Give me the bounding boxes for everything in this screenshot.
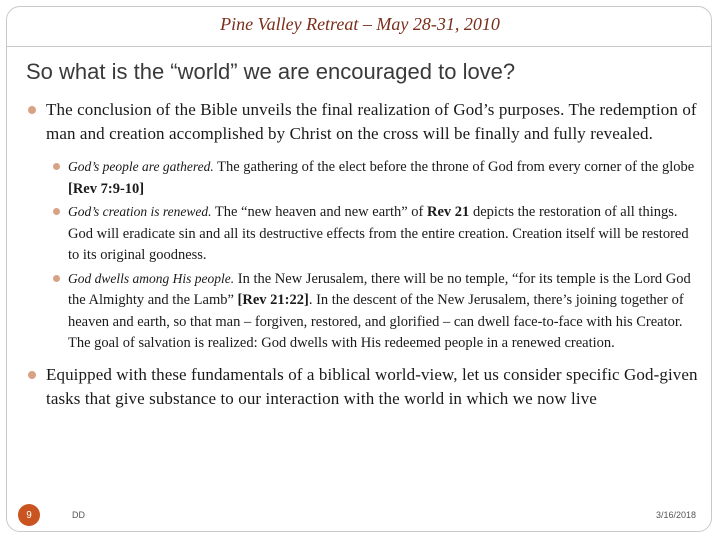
bullet-item xyxy=(46,363,706,411)
scripture-reference: [Rev 7:9-10] xyxy=(68,180,145,197)
slide-number-badge: 9 xyxy=(18,504,40,526)
sub-bullet-list xyxy=(0,156,720,355)
bullet-dot-icon xyxy=(28,371,36,379)
bullet-dot-icon xyxy=(28,106,36,114)
scripture-reference: [Rev 21:22] xyxy=(237,292,309,308)
bullet-item xyxy=(46,98,706,146)
sub-bullet-lead: God’s people are gathered. xyxy=(68,159,214,174)
sub-bullet-text: The “new heaven and new earth” of xyxy=(211,204,428,220)
sub-bullet-item xyxy=(68,156,700,200)
scripture-reference: Rev 21 xyxy=(427,204,470,220)
footer-date: 3/16/2018 xyxy=(655,510,696,520)
sub-bullet-text-continued: depicts the restoration of all things. God will eradicate sin and all its destructive effects from the entire creation. Creation itself will be restored to its original goodness. xyxy=(68,204,689,263)
footer-author: DD xyxy=(72,510,85,520)
sub-bullet-lead: God’s creation is renewed. xyxy=(68,204,212,219)
sub-bullet-text-continued: . In the descent of the New Jerusalem, there’s joining together of heaven and earth, so that man – forgiven, restored, and glorified – can dwell face-to-face with his Creator. The goal of salvation is realized: God dwells with His redeemed people in a renewed creation. xyxy=(68,292,684,351)
sub-bullet-item xyxy=(68,201,700,267)
sub-bullet-lead: God dwells among His people. xyxy=(68,270,235,286)
sub-bullet-text: In the New Jerusalem, there will be no temple, “for its temple is the Lord God the Almighty and the Lamb” xyxy=(68,270,691,308)
slide-header: Pine Valley Retreat – May 28-31, 2010 xyxy=(220,14,500,34)
sub-bullet-text: The gathering of the elect before the throne of God from every corner of the globe xyxy=(213,159,695,175)
sub-bullet-item xyxy=(68,268,700,355)
sub-bullet-dot-icon xyxy=(53,163,60,170)
sub-bullet-dot-icon xyxy=(53,275,60,282)
slide-body xyxy=(0,98,720,411)
slide-title: So what is the “world” we are encouraged to love? xyxy=(26,59,516,84)
header-divider xyxy=(6,46,712,47)
sub-bullet-dot-icon xyxy=(53,208,60,215)
bullet-text: The conclusion of the Bible unveils the final realization of God’s purposes. The redemption of man and creation accomplished by Christ on the cross will be finally and fully revealed. xyxy=(46,100,697,143)
bullet-text: Equipped with these fundamentals of a biblical world-view, let us consider specific God-given tasks that give substance to our interaction with the world in which we now live xyxy=(46,364,698,408)
